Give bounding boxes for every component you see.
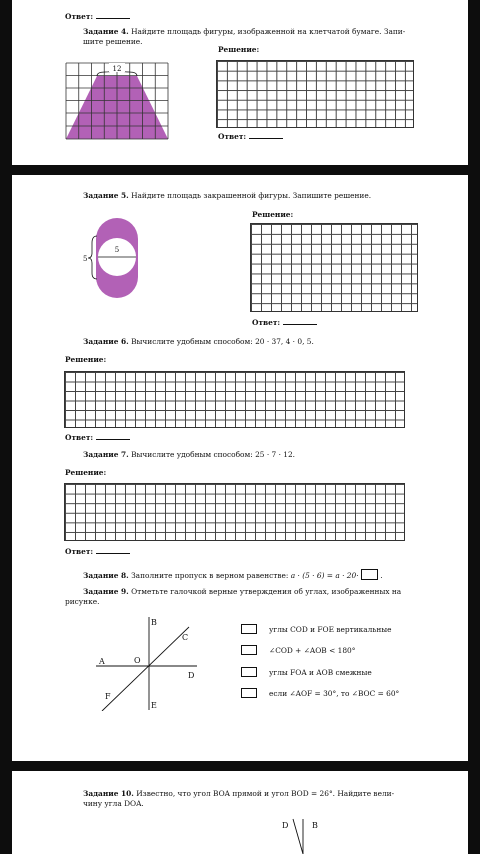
inner-label-5: 5 xyxy=(114,246,120,254)
point-D-label: D xyxy=(188,671,195,680)
point-B-label: B xyxy=(151,618,157,627)
task7-statement: Задание 7. Вычислите удобным способом: 25 · 7 · 12. xyxy=(83,450,296,459)
statement-4: если ∠AOF = 30°, то ∠BOC = 60° xyxy=(269,689,400,698)
task6-statement: Задание 6. Вычислите удобным способом: 20 · 37, 4 · 0, 5. xyxy=(83,337,314,346)
point-B-label: B xyxy=(312,821,318,830)
task9-angle-diagram xyxy=(94,615,204,711)
checkbox-statement-3[interactable] xyxy=(241,667,257,677)
line-FC xyxy=(102,627,189,711)
checkbox-statement-4[interactable] xyxy=(241,688,257,698)
task8-equation: a · (5 · 6) = a · 20· xyxy=(290,571,359,580)
page-sheet-1 xyxy=(12,0,468,165)
page-sheet-3 xyxy=(12,771,468,854)
answer-field[interactable] xyxy=(283,316,317,325)
point-E-label: E xyxy=(151,701,157,710)
task10-statement: Задание 10. Известно, что угол BOA прямой и угол BOD = 26°. Найдите вели- чину угла DOA. xyxy=(83,789,395,808)
task10-angle-diagram xyxy=(268,817,328,854)
point-D-label: D xyxy=(282,821,289,830)
task3-answer: Ответ: xyxy=(65,10,130,22)
task5-solution-grid[interactable] xyxy=(250,223,418,312)
figure-label-12: 12 xyxy=(112,65,122,73)
task4-solution-label: Решение: xyxy=(218,45,260,54)
task8-statement: Задание 8. Заполните пропуск в верном равенстве: a · (5 · 6) = a · 20· . xyxy=(83,571,383,580)
task4-figure xyxy=(65,62,169,140)
task7-answer: Ответ: xyxy=(65,545,130,557)
task4-solution-grid[interactable] xyxy=(216,60,414,128)
task5-solution-label: Решение: xyxy=(252,210,294,219)
brace-left xyxy=(88,236,97,279)
task8-answer-box[interactable] xyxy=(361,569,378,580)
task5-statement: Задание 5. Найдите площадь закрашенной фигуры. Запишите решение. xyxy=(83,191,372,200)
answer-field[interactable] xyxy=(96,431,130,440)
checkbox-statement-2[interactable] xyxy=(241,645,257,655)
task5-answer: Ответ: xyxy=(252,316,317,328)
task6-solution-grid[interactable] xyxy=(64,371,405,428)
task7-solution-grid[interactable] xyxy=(64,483,405,541)
task5-figure xyxy=(78,215,158,301)
task7-solution-label: Решение: xyxy=(65,468,107,477)
task6-answer: Ответ: xyxy=(65,431,130,443)
task9-statement: Задание 9. Отметьте галочкой верные утверждения об углах, изображенных на рисунке. xyxy=(65,587,402,606)
checkbox-statement-1[interactable] xyxy=(241,624,257,634)
answer-field[interactable] xyxy=(96,10,130,19)
task4-statement: Задание 4. Найдите площадь фигуры, изображенной на клетчатой бумаге. Запи- шите решение. xyxy=(83,27,406,46)
point-O-label: O xyxy=(134,656,141,665)
ray-OD xyxy=(293,819,303,854)
point-F-label: F xyxy=(105,692,111,701)
statement-3: углы FOA и AOB смежные xyxy=(269,668,372,677)
answer-field[interactable] xyxy=(96,545,130,554)
page-sheet-2 xyxy=(12,175,468,761)
statement-1: углы COD и FOE вертикальные xyxy=(269,625,392,634)
answer-field[interactable] xyxy=(249,130,283,139)
task4-answer: Ответ: xyxy=(218,130,283,142)
outer-label-5: 5 xyxy=(83,255,88,263)
point-A-label: A xyxy=(99,657,105,666)
task6-solution-label: Решение: xyxy=(65,355,107,364)
statement-2: ∠COD + ∠AOB < 180° xyxy=(269,646,356,655)
point-C-label: C xyxy=(182,633,189,642)
